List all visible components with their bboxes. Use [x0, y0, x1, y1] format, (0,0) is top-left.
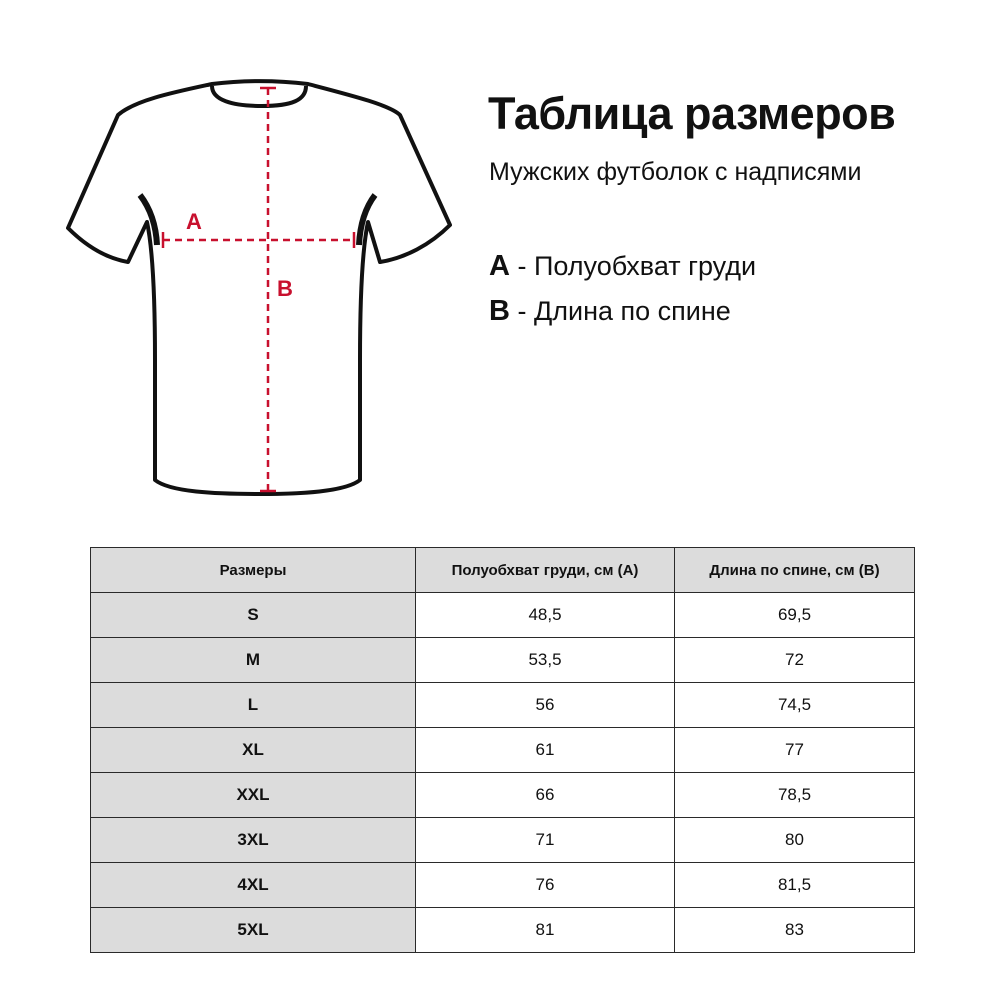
- table-row: [91, 773, 915, 818]
- length-cell: 74,5: [675, 683, 915, 728]
- legend-item-b: [489, 295, 731, 328]
- length-cell: 78,5: [675, 773, 915, 818]
- header-sizes: Размеры: [91, 548, 416, 593]
- length-cell: 83: [675, 908, 915, 953]
- size-cell: 5XL: [91, 908, 416, 953]
- header-chest: Полуобхват груди, см (А): [416, 548, 675, 593]
- chest-cell: 53,5: [416, 638, 675, 683]
- size-cell: XXL: [91, 773, 416, 818]
- chest-cell: 71: [416, 818, 675, 863]
- page-subtitle: Мужских футболок с надписями: [489, 158, 862, 186]
- size-cell: M: [91, 638, 416, 683]
- size-cell: 4XL: [91, 863, 416, 908]
- table-row: [91, 638, 915, 683]
- size-cell: L: [91, 683, 416, 728]
- legend-key-b: B: [489, 295, 510, 327]
- table-header-row: [91, 548, 915, 593]
- table-row: [91, 863, 915, 908]
- page-title: Таблица размеров: [488, 88, 896, 139]
- header-length: Длина по спине, см (В): [675, 548, 915, 593]
- table-row: [91, 683, 915, 728]
- measure-b-label: B: [277, 276, 293, 301]
- legend-text-a: - Полуобхват груди: [509, 251, 757, 281]
- length-cell: 80: [675, 818, 915, 863]
- chest-cell: 81: [416, 908, 675, 953]
- length-cell: 81,5: [675, 863, 915, 908]
- legend-item-a: [489, 250, 756, 283]
- tshirt-diagram: [40, 60, 480, 520]
- measure-a-label: A: [186, 209, 202, 234]
- table-row: [91, 593, 915, 638]
- legend-text-b: - Длина по спине: [509, 296, 731, 326]
- chest-cell: 76: [416, 863, 675, 908]
- size-table: [90, 547, 915, 953]
- table-row: [91, 818, 915, 863]
- table-row: [91, 728, 915, 773]
- chest-cell: 66: [416, 773, 675, 818]
- size-cell: XL: [91, 728, 416, 773]
- chest-cell: 56: [416, 683, 675, 728]
- length-cell: 69,5: [675, 593, 915, 638]
- length-cell: 77: [675, 728, 915, 773]
- legend-key-a: A: [489, 250, 510, 282]
- chest-cell: 61: [416, 728, 675, 773]
- size-cell: 3XL: [91, 818, 416, 863]
- table-row: [91, 908, 915, 953]
- size-cell: S: [91, 593, 416, 638]
- tshirt-outline: [68, 81, 450, 494]
- chest-cell: 48,5: [416, 593, 675, 638]
- length-cell: 72: [675, 638, 915, 683]
